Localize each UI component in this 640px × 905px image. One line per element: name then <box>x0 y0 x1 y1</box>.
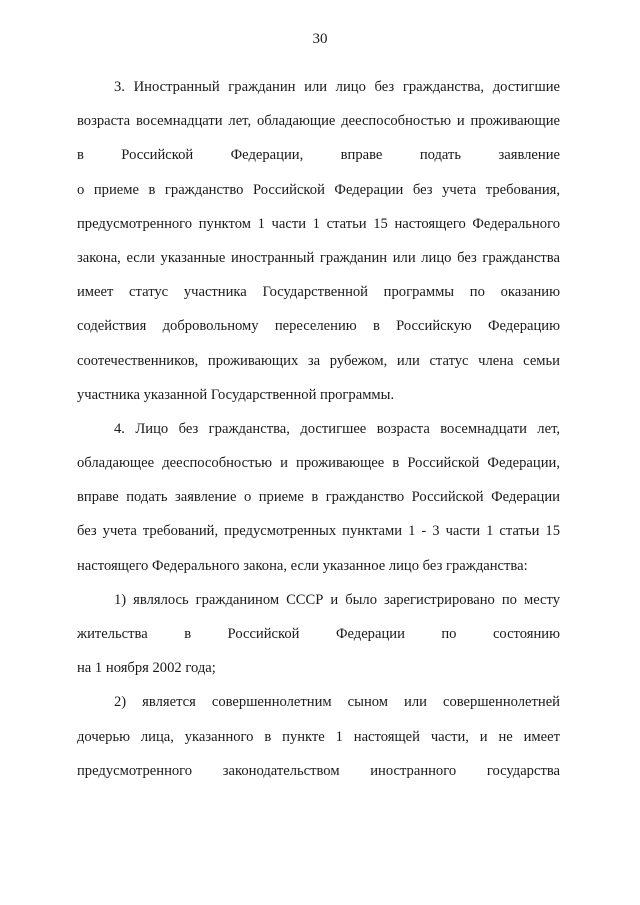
list-item-1 <box>77 586 560 689</box>
text-line: вправе подать заявление о приеме в гражданство Российской Федерации <box>77 489 560 506</box>
text-line: предусмотренного пунктом 1 части 1 статьи 15 настоящего Федерального <box>77 215 560 232</box>
text-line: возраста восемнадцати лет, обладающие дееспособностью и проживающие <box>77 113 560 130</box>
text-line: 4. Лицо без гражданства, достигшее возраста восемнадцати лет, <box>114 420 560 437</box>
text-line: дочерью лица, указанного в пункте 1 настоящей части, и не имеет <box>77 728 560 745</box>
text-line: соотечественников, проживающих за рубежом, или статус члена семьи <box>77 352 560 369</box>
text-line: на 1 ноября 2002 года; <box>77 660 216 677</box>
text-line: жительства в Российской Федерации по состоянию <box>77 626 560 642</box>
text-line: содействия добровольному переселению в Российскую Федерацию <box>77 318 560 335</box>
text-line: 1) являлось гражданином СССР и было зарегистрировано по месту <box>114 591 560 608</box>
text-line: в Российской Федерации, вправе подать заявление <box>77 147 560 164</box>
text-line: без учета требований, предусмотренных пунктами 1 - 3 части 1 статьи 15 <box>77 523 560 540</box>
text-line: закона, если указанные иностранный гражданин или лицо без гражданства <box>77 249 560 266</box>
text-line: о приеме в гражданство Российской Федерации без учета требования, <box>77 181 560 198</box>
page-number: 30 <box>312 31 328 47</box>
text-line: участника указанной Государственной программы. <box>77 386 395 403</box>
paragraph-4 <box>77 415 560 586</box>
text-line: 2) является совершеннолетним сыном или совершеннолетней <box>114 694 560 711</box>
document-body <box>77 73 560 791</box>
paragraph-3 <box>77 73 560 415</box>
text-line: обладающее дееспособностью и проживающее в Российской Федерации, <box>77 455 560 472</box>
text-line: предусмотренного законодательством иностранного государства <box>77 762 560 779</box>
text-line: настоящего Федерального закона, если указанное лицо без гражданства: <box>77 557 528 574</box>
text-line: 3. Иностранный гражданин или лицо без гражданства, достигшие <box>114 79 560 95</box>
text-line: имеет статус участника Государственной программы по оказанию <box>77 284 560 301</box>
list-item-2 <box>77 688 560 791</box>
